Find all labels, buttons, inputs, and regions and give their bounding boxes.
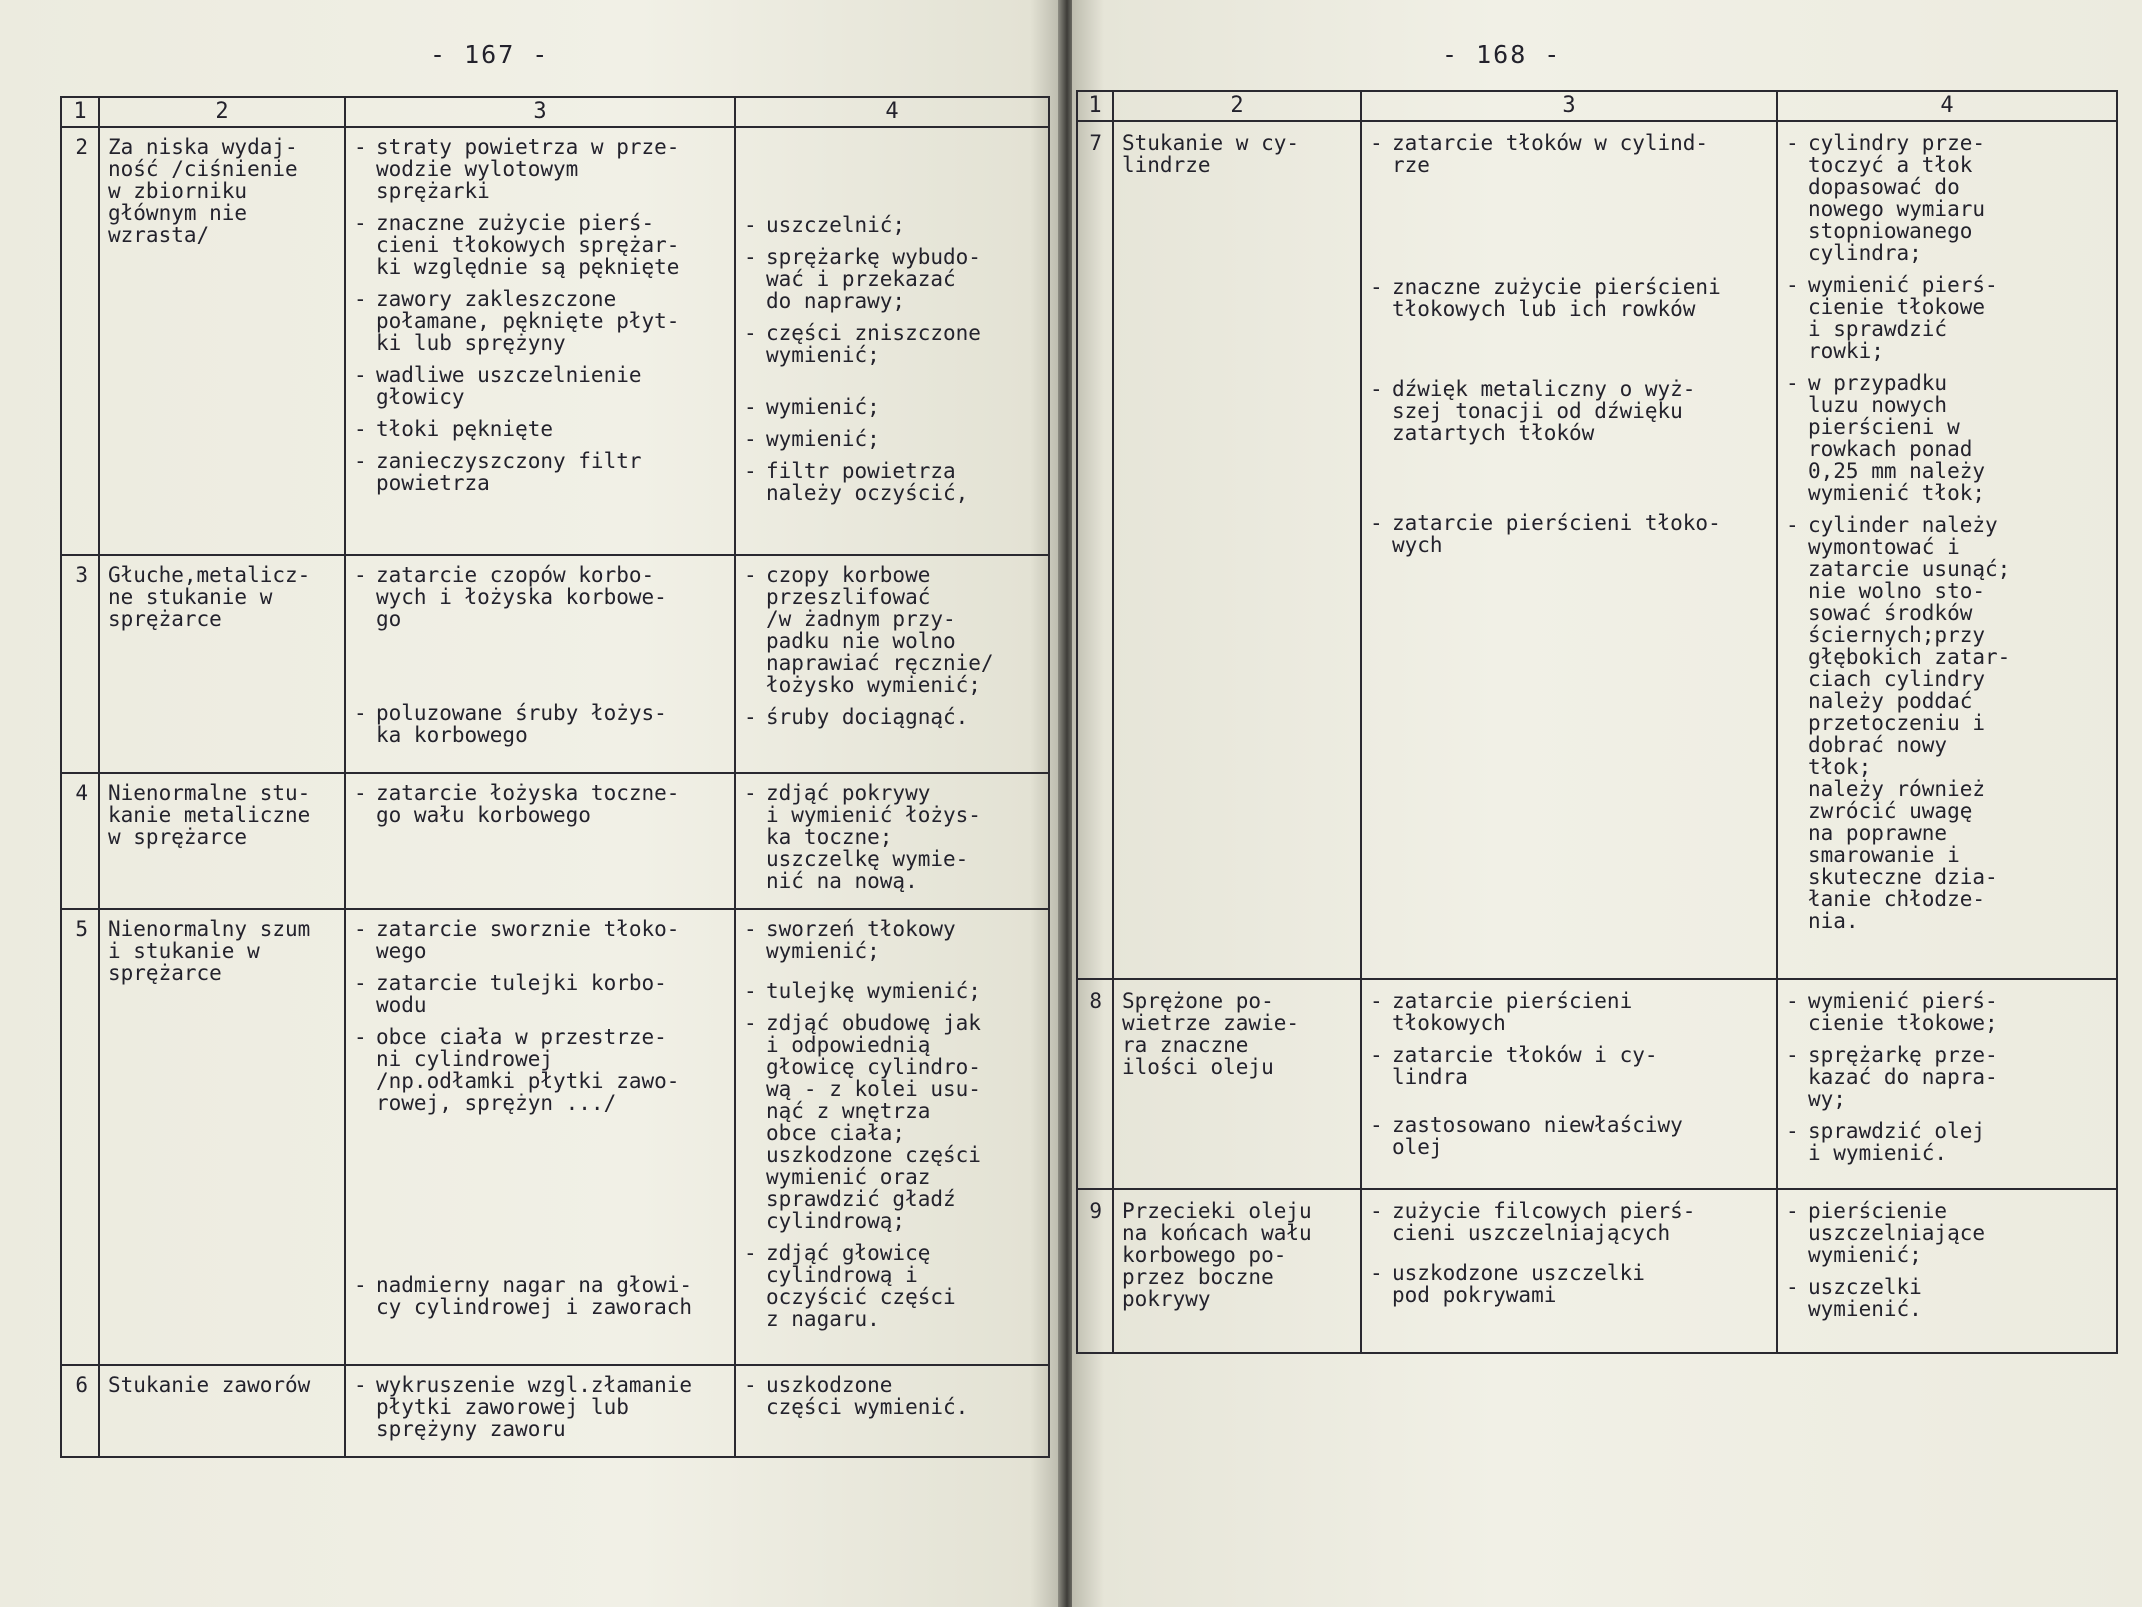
header-row [1077, 91, 2117, 121]
remedy-cell [1777, 121, 2117, 979]
page-number: - 168 - [1442, 40, 1562, 69]
cause-item: - straty powietrza w prze- wodzie wylotowym sprężarki [354, 135, 680, 203]
symptom-cell [99, 1365, 345, 1457]
cause-item: - zatarcie tłoków w cylind- rze [1370, 131, 1709, 177]
symptom-cell [99, 773, 345, 909]
cause-item: - znaczne zużycie pierścieni tłokowych lub ich rowków [1370, 275, 1721, 321]
symptom-text: Stukanie w cy- lindrze [1122, 131, 1300, 177]
symptom-text: Sprężone po- wietrze zawie- ra znaczne ilości oleju [1122, 989, 1300, 1079]
cause-item: - zawory zakleszczone połamane, pęknięte płyt- ki lub sprężyny [354, 287, 680, 355]
fault-table [60, 96, 1050, 1458]
table-row [61, 773, 1049, 909]
remedy-item: - części zniszczone wymienić; [744, 321, 981, 367]
remedy-item: - zdjąć głowicę cylindrową i oczyścić części z nagaru. [744, 1241, 956, 1331]
cause-item: - wadliwe uszczelnienie głowicy [354, 363, 642, 409]
remedy-item: - uszczelnić; [744, 213, 906, 237]
row-number: 8 [1077, 979, 1113, 1189]
cause-item: - zastosowano niewłaściwy olej [1370, 1113, 1683, 1159]
symptom-cell [1113, 1189, 1361, 1353]
remedy-item: - uszczelki wymienić. [1786, 1275, 1922, 1321]
remedy-item: - czopy korbowe przeszlifować /w żadnym przy- padku nie wolno naprawiać ręcznie/ łożysko wymienić; [744, 563, 994, 697]
cause-item: - zatarcie pierścieni tłokowych [1370, 989, 1633, 1035]
remedy-cell [1777, 1189, 2117, 1353]
header-cell: 4 [735, 97, 1049, 127]
cause-item: - zatarcie sworznie tłoko- wego [354, 917, 680, 963]
remedy-cell [735, 555, 1049, 773]
cause-cell [345, 773, 735, 909]
remedy-item: - cylindry prze- toczyć a tłok dopasować do nowego wymiaru stopniowanego cylindra; [1786, 131, 1986, 265]
remedy-cell [735, 773, 1049, 909]
row-number: 7 [1077, 121, 1113, 979]
remedy-cell [735, 909, 1049, 1365]
remedy-item: - sworzeń tłokowy wymienić; [744, 917, 956, 963]
cause-item: - zatarcie czopów korbo- wych i łożyska korbowe- go [354, 563, 667, 631]
table-row [61, 555, 1049, 773]
header-cell: 1 [61, 97, 99, 127]
cause-item: - zanieczyszczony filtr powietrza [354, 449, 642, 495]
remedy-cell [735, 1365, 1049, 1457]
remedy-item: - sprężarkę prze- kazać do napra- wy; [1786, 1043, 1998, 1111]
remedy-cell [735, 127, 1049, 555]
remedy-item: - śruby dociągnąć. [744, 705, 969, 729]
symptom-cell [99, 127, 345, 555]
symptom-cell [1113, 121, 1361, 979]
page-right [1072, 0, 2142, 1607]
symptom-text: Nienormalny szum i stukanie w sprężarce [108, 917, 311, 985]
symptom-text: Głuche,metalicz- ne stukanie w sprężarce [108, 563, 311, 631]
page-number: - 167 - [430, 40, 550, 69]
cause-cell [1361, 1189, 1777, 1353]
row-number: 4 [61, 773, 99, 909]
cause-item: - znaczne zużycie pierś- cieni tłokowych sprężar- ki względnie są pęknięte [354, 211, 680, 279]
remedy-item: - zdjąć obudowę jak i odpowiednią głowicę cylindro- wą - z kolei usu- nąć z wnętrza obce ciała; uszkodzone części wymienić oraz sprawdzić gładź cylindrową; [744, 1011, 981, 1233]
remedy-item: - wymienić pierś- cienie tłokowe i sprawdzić rowki; [1786, 273, 1998, 363]
cause-item: - dźwięk metaliczny o wyż- szej tonacji od dźwięku zatartych tłoków [1370, 377, 1696, 445]
remedy-item: - filtr powietrza należy oczyścić, [744, 459, 969, 505]
cause-item: - obce ciała w przestrze- ni cylindrowej /np.odłamki płytki zawo- rowej, sprężyn .../ [354, 1025, 680, 1115]
row-number: 2 [61, 127, 99, 555]
remedy-item: - sprawdzić olej i wymienić. [1786, 1119, 1986, 1165]
cause-item: - poluzowane śruby łożys- ka korbowego [354, 701, 667, 747]
symptom-text: Za niska wydaj- ność /ciśnienie w zbiorniku głównym nie wzrasta/ [108, 135, 298, 247]
cause-item: - zużycie filcowych pierś- cieni uszczelniających [1370, 1199, 1696, 1245]
table-row [1077, 121, 2117, 979]
remedy-item: - zdjąć pokrywy i wymienić łożys- ka toczne; uszczelkę wymie- nić na nową. [744, 781, 981, 893]
row-number: 3 [61, 555, 99, 773]
remedy-item: - wymienić; [744, 395, 880, 419]
symptom-text: Przecieki oleju na końcach wału korbowego po- przez boczne pokrywy [1122, 1199, 1312, 1311]
remedy-item: - uszkodzone części wymienić. [744, 1373, 969, 1419]
symptom-cell [1113, 979, 1361, 1189]
symptom-text: Stukanie zaworów [108, 1373, 311, 1397]
remedy-item: - wymienić; [744, 427, 880, 451]
cause-item: - zatarcie tulejki korbo- wodu [354, 971, 667, 1017]
cause-item: - tłoki pęknięte [354, 417, 554, 441]
header-cell: 3 [345, 97, 735, 127]
remedy-item: - sprężarkę wybudo- wać i przekazać do naprawy; [744, 245, 981, 313]
header-cell: 1 [1077, 91, 1113, 121]
remedy-item: - cylinder należy wymontować i zatarcie usunąć; nie wolno sto- sować środków ściernych;przy głębokich zatar- ciach cylindry należy poddać przetoczeniu i dobrać nowy tłok; należy również zwrócić uwagę na poprawne smarowanie i skuteczne dzia- łanie chłodze- nia. [1786, 513, 2011, 933]
page-left [0, 0, 1062, 1607]
remedy-item: - w przypadku luzu nowych pierścieni w rowkach ponad 0,25 mm należy wymienić tłok; [1786, 371, 1986, 505]
table-row [1077, 979, 2117, 1189]
cause-item: - uszkodzone uszczelki pod pokrywami [1370, 1261, 1645, 1307]
table-row [61, 909, 1049, 1365]
cause-cell [1361, 121, 1777, 979]
header-cell: 4 [1777, 91, 2117, 121]
header-cell: 2 [1113, 91, 1361, 121]
row-number: 5 [61, 909, 99, 1365]
table-row [61, 127, 1049, 555]
table-row [61, 1365, 1049, 1457]
table-row [1077, 1189, 2117, 1353]
cause-item: - nadmierny nagar na głowi- cy cylindrowej i zaworach [354, 1273, 693, 1319]
remedy-item: - pierścienie uszczelniające wymienić; [1786, 1199, 1986, 1267]
cause-item: - wykruszenie wzgl.złamanie płytki zaworowej lub sprężyny zaworu [354, 1373, 693, 1441]
remedy-item: - tulejkę wymienić; [744, 979, 981, 1003]
cause-cell [345, 1365, 735, 1457]
cause-cell [345, 555, 735, 773]
header-cell: 2 [99, 97, 345, 127]
fault-table [1076, 90, 2118, 1354]
cause-cell [345, 909, 735, 1365]
remedy-item: - wymienić pierś- cienie tłokowe; [1786, 989, 1998, 1035]
header-cell: 3 [1361, 91, 1777, 121]
cause-item: - zatarcie pierścieni tłoko- wych [1370, 511, 1721, 557]
cause-item: - zatarcie tłoków i cy- lindra [1370, 1043, 1658, 1089]
symptom-text: Nienormalne stu- kanie metaliczne w sprężarce [108, 781, 311, 849]
cause-cell [345, 127, 735, 555]
row-number: 9 [1077, 1189, 1113, 1353]
symptom-cell [99, 909, 345, 1365]
header-row [61, 97, 1049, 127]
cause-item: - zatarcie łożyska toczne- go wału korbowego [354, 781, 680, 827]
symptom-cell [99, 555, 345, 773]
row-number: 6 [61, 1365, 99, 1457]
remedy-cell [1777, 979, 2117, 1189]
cause-cell [1361, 979, 1777, 1189]
